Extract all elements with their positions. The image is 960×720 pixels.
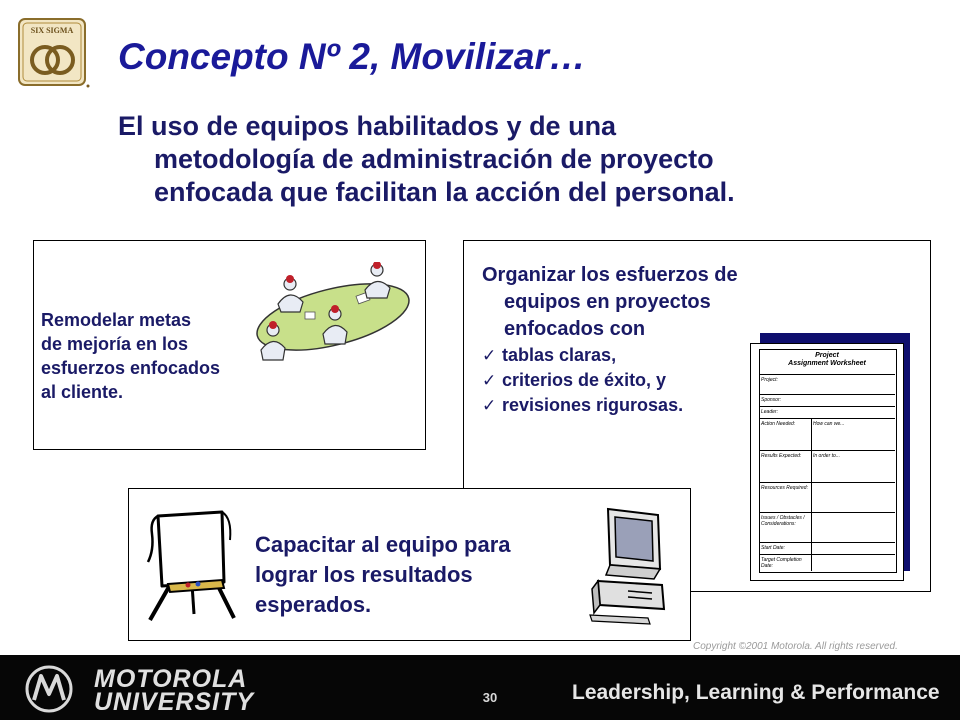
- brand-line: MOTOROLA: [94, 665, 248, 693]
- worksheet-row-label: Action Needed:: [761, 421, 796, 427]
- box1-line: al cliente.: [41, 382, 124, 402]
- easel-icon: [140, 510, 240, 622]
- bullet-text: tablas claras,: [502, 345, 617, 365]
- slide-title: Concepto Nº 2, Movilizar…: [118, 36, 586, 77]
- box1-line: Remodelar metas: [41, 310, 192, 330]
- worksheet-title-line: Project: [815, 352, 839, 359]
- worksheet-row-label: Target Completion Date:: [761, 557, 802, 569]
- team-meeting-icon: [245, 262, 415, 362]
- worksheet-title-line: Assignment Worksheet: [788, 360, 866, 367]
- six-sigma-logo-text: SIX SIGMA: [30, 26, 74, 35]
- worksheet-row: [759, 542, 895, 553]
- worksheet-row: [759, 394, 895, 405]
- box1-text: [41, 308, 220, 404]
- worksheet-row-label: Project:: [761, 377, 778, 383]
- worksheet-row-label: Results Expected:: [761, 453, 802, 459]
- six-sigma-logo: [18, 18, 90, 90]
- worksheet-row: [759, 450, 895, 481]
- bullet-item: [482, 368, 738, 393]
- worksheet-row: [759, 418, 895, 449]
- worksheet-row: [759, 512, 895, 541]
- worksheet-row: [759, 406, 895, 417]
- bullet-item: [482, 343, 738, 368]
- motorola-logo-icon: [24, 664, 74, 714]
- worksheet-row: [759, 482, 895, 511]
- slide-subtitle: [118, 110, 898, 209]
- box1-line: de mejoría en los: [41, 334, 189, 354]
- worksheet-row-value: How can we...: [813, 421, 845, 427]
- motorola-university-brand: [94, 665, 255, 716]
- box3-line: esperados.: [255, 592, 372, 617]
- worksheet-row-label: Issues / Obstacles / Considerations:: [761, 515, 805, 527]
- worksheet-row-label: Start Date:: [761, 545, 785, 551]
- box2-line: Organizar los esfuerzos de: [482, 264, 738, 286]
- page-number: 30: [482, 690, 498, 705]
- worksheet-row-label: Leader:: [761, 409, 778, 415]
- worksheet-title: [751, 352, 903, 368]
- box2-text: [482, 262, 738, 418]
- box2-line: enfocados con: [504, 318, 646, 340]
- computer-icon: [588, 505, 673, 625]
- subtitle-line: enfocada que facilitan la acción del personal.: [154, 177, 735, 207]
- subtitle-line: El uso de equipos habilitados y de una: [118, 111, 617, 141]
- six-sigma-logo-icon: [18, 18, 90, 90]
- worksheet-divider: [811, 418, 812, 571]
- box1-line: esfuerzos enfocados: [41, 358, 221, 378]
- box2-line: equipos en proyectos: [504, 291, 711, 313]
- subtitle-line: metodología de administración de proyecto: [154, 144, 714, 174]
- worksheet-row: [759, 374, 895, 389]
- copyright-text: Copyright ©2001 Motorola. All rights reserved.: [693, 641, 898, 652]
- checkmark-icon: ✓: [482, 396, 497, 415]
- bullet-item: [482, 393, 738, 418]
- checkmark-icon: ✓: [482, 371, 497, 390]
- brand-line: UNIVERSITY: [94, 688, 255, 716]
- worksheet-row-label: Resources Required:: [761, 485, 808, 491]
- box3-text: [255, 530, 511, 620]
- worksheet-row-label: Sponsor:: [761, 397, 782, 403]
- box3-line: lograr los resultados: [255, 562, 473, 587]
- bullet-text: revisiones rigurosas.: [502, 395, 684, 415]
- box2-bullet-list: [482, 343, 738, 418]
- checkmark-icon: ✓: [482, 346, 497, 365]
- worksheet-row: [759, 554, 895, 571]
- worksheet-row-value: In order to...: [813, 453, 840, 459]
- bullet-text: criterios de éxito, y: [502, 370, 667, 390]
- project-assignment-worksheet: [750, 343, 904, 581]
- box3-line: Capacitar al equipo para: [255, 532, 511, 557]
- footer-tagline: Leadership, Learning & Performance: [572, 681, 940, 704]
